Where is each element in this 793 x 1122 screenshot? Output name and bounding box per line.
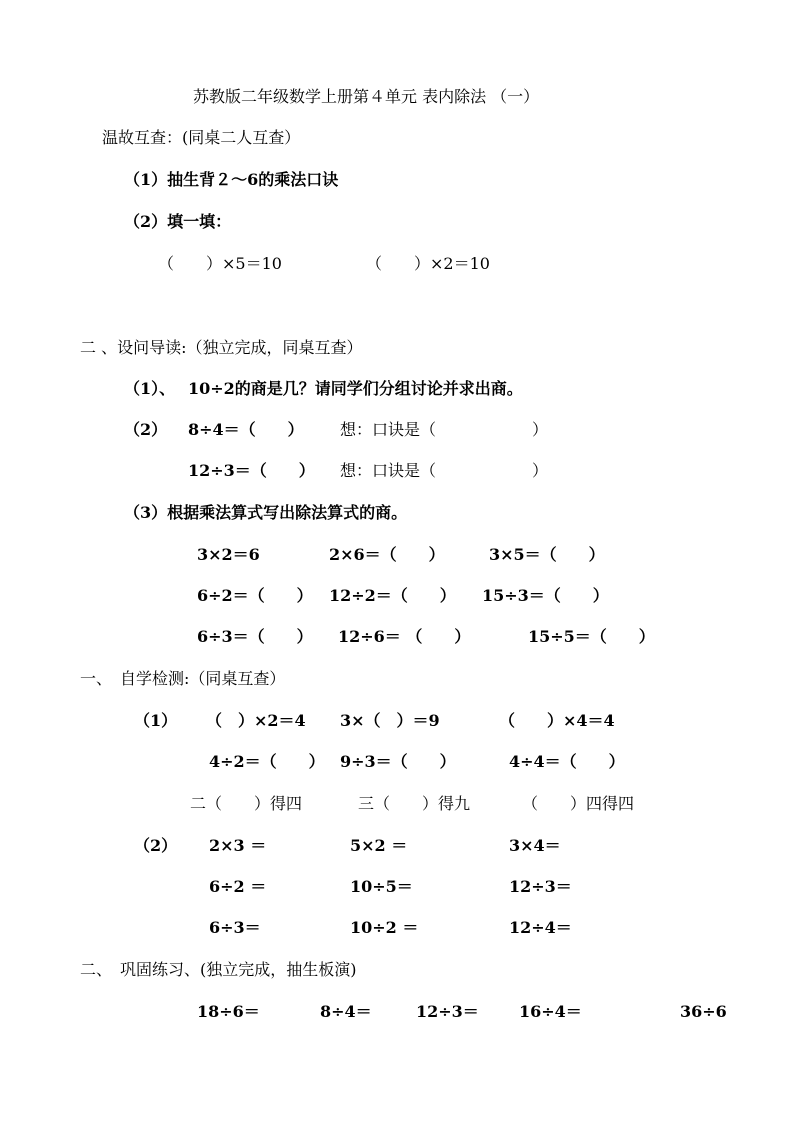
fill-blank-1: （ ）×5＝10 <box>158 254 282 273</box>
q3-cell: 6÷2＝（ ） <box>197 586 313 605</box>
practice-item: 16÷4＝ <box>519 1002 582 1021</box>
p1-cell: 三（ ）得九 <box>358 794 471 813</box>
self-check-p1-number: （1） <box>134 711 178 730</box>
q3-cell: 3×5＝（ ） <box>489 545 605 564</box>
guide-heading: 二 、设问导读:（独立完成，同桌互查） <box>80 338 363 357</box>
practice-item: 8÷4＝ <box>320 1002 372 1021</box>
q3-cell: 12÷6＝ （ ） <box>338 627 471 646</box>
p1-cell: 3×（ ）＝9 <box>340 711 440 730</box>
p1-cell: 二（ ）得四 <box>190 794 303 813</box>
p2-cell: 2×3 ＝ <box>209 836 267 855</box>
p1-cell: （ ）×4＝4 <box>499 711 615 730</box>
self-check-p2-number: （2） <box>134 836 178 855</box>
fill-blank-2: （ ）×2＝10 <box>366 254 490 273</box>
p1-cell: 4÷4＝（ ） <box>509 752 625 771</box>
guide-q2-expr-2: 12÷3＝（ ） <box>188 461 315 480</box>
p2-cell: 12÷3＝ <box>509 877 572 896</box>
p1-cell: （ ）×2＝4 <box>206 711 306 730</box>
guide-q1-text: 10÷2的商是几？请同学们分组讨论并求出商。 <box>188 379 523 398</box>
p2-cell: 10÷2 ＝ <box>350 918 419 937</box>
p2-cell: 3×4＝ <box>509 836 561 855</box>
p2-cell: 10÷5＝ <box>350 877 413 896</box>
p2-cell: 5×2 ＝ <box>350 836 408 855</box>
practice-item: 36÷6 <box>680 1002 727 1021</box>
q3-cell: 15÷3＝（ ） <box>482 586 609 605</box>
p1-cell: 9÷3＝（ ） <box>340 752 456 771</box>
p2-cell: 12÷4＝ <box>509 918 572 937</box>
practice-item: 12÷3＝ <box>416 1002 479 1021</box>
practice-item: 18÷6＝ <box>197 1002 260 1021</box>
guide-q2-number: （2） <box>124 420 168 439</box>
review-item-2: （2）填一填： <box>124 212 232 231</box>
guide-q3-text: （3）根据乘法算式写出除法算式的商。 <box>124 503 408 522</box>
q3-cell: 6÷3＝（ ） <box>197 627 313 646</box>
p2-cell: 6÷2 ＝ <box>209 877 267 896</box>
page-title: 苏教版二年级数学上册第４单元 表内除法 （一） <box>193 87 540 106</box>
p1-cell: 4÷2＝（ ） <box>209 752 325 771</box>
guide-q2-expr-1: 8÷4＝（ ） <box>188 420 304 439</box>
q3-cell: 3×2＝6 <box>197 545 260 564</box>
q3-cell: 15÷5＝（ ） <box>528 627 655 646</box>
guide-q2-hint-1: 想：口诀是（ ） <box>340 420 549 439</box>
self-check-heading: 一、 自学检测:（同桌互查） <box>80 669 286 688</box>
practice-heading: 二、 巩固练习、(独立完成，抽生板演) <box>80 960 357 979</box>
p2-cell: 6÷3＝ <box>209 918 261 937</box>
guide-q2-hint-2: 想：口诀是（ ） <box>340 461 549 480</box>
q3-cell: 2×6＝（ ） <box>329 545 445 564</box>
guide-q1-number: （1）、 <box>124 379 176 398</box>
p1-cell: （ ）四得四 <box>522 794 635 813</box>
q3-cell: 12÷2＝（ ） <box>329 586 456 605</box>
review-heading: 温故互查：(同桌二人互查） <box>102 128 301 147</box>
review-item-1: （1）抽生背２～6的乘法口诀 <box>124 170 339 189</box>
